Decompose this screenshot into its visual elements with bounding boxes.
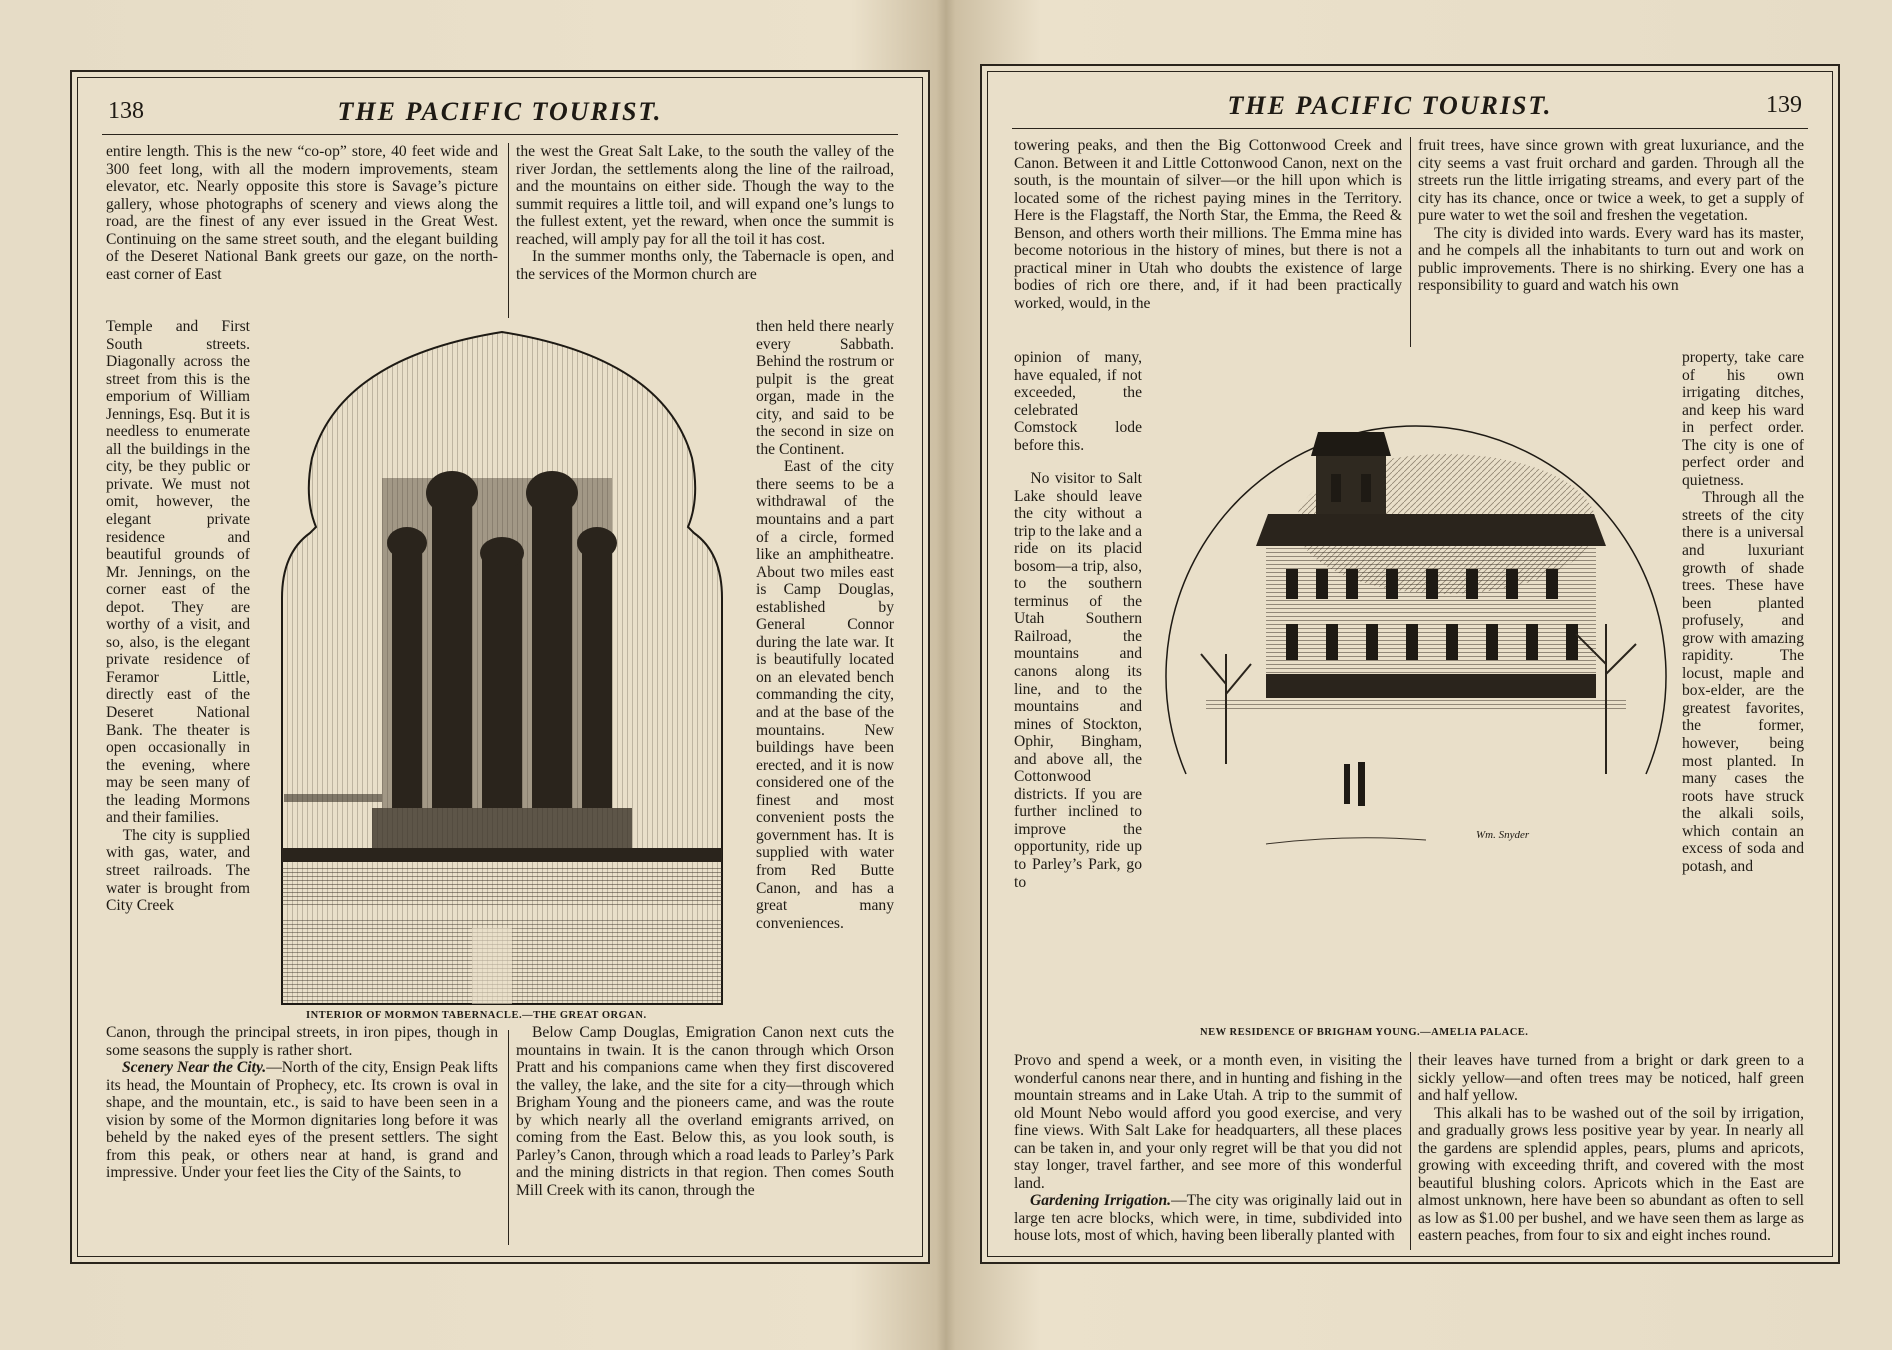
page-number: 139 bbox=[1766, 92, 1802, 118]
engraver-signature: Wm. Snyder bbox=[1476, 829, 1530, 841]
left-col1-narrow: Temple and First South streets. Diagonally across the street from this is the emporium of William Jennings, Esq. But it is needless to enumerate all the buildings in the city, be they public or private. We must not omit, however, the elegant private residence and beautiful grounds of Mr. Jennings, on the corner east of the depot. They are worthy of a visit, and so, also, is the elegant private residence of Feramor Little, directly east of the Deseret National Bank. The theater is open occasionally in the evening, where may be seen many of the leading Mormons and their families. The city is supplied with gas, water, and street railroads. The water is brought from City Creek bbox=[106, 318, 250, 915]
header-rule bbox=[1012, 128, 1808, 129]
column-divider bbox=[1410, 1052, 1411, 1250]
left-col2-narrow: then held there nearly every Sabbath. Behind the rostrum or pulpit is the great organ, made in the city, and said to be the second in size on the Continent. East of the city there seems to be a withdrawal of the mountains and a part of a circle, formed like an amphitheatre. About two miles east is Camp Douglas, established by General Connor during the late war. It is beautifully located on an elevated bench commanding the city, and at the base of the mountains. New buildings have been erected, and it is now considered one of the finest and most convenient posts the government has. It is supplied with water from Red Butte Canon, and has a great many conveniences. bbox=[756, 318, 894, 932]
right-col2-top: fruit trees, have since grown with great luxuriance, and the city seems a vast fruit orchard and garden. Through all the streets run the little irrigating streams, and every part of the city has its chance, once or twice a week, to get a supply of pure water to wet the soil and freshen the vegetation. The city is divided into wards. Every ward has its master, and he compels all the inhabitants to turn out and work on public improvements. There is no shirking. Every one has a responsibility to guard and watch his own bbox=[1418, 137, 1804, 295]
left-col1-bottom: Canon, through the principal streets, in iron pipes, though in some seasons the supply is rather short. Scenery Near the City.—North of the city, Ensign Peak lifts its head, the Mountain of Prophecy, etc. Its crown is oval in shape, and the mountain, etc., is said to have been seen in a vision by some of the Mormon dignitaries long before it was beheld by the naked eyes of the present settlers. The sight from this peak, or others near at hand, is grand and impressive. Under your feet lies the City of the Saints, to bbox=[106, 1024, 499, 1182]
running-head: THE PACIFIC TOURIST. bbox=[337, 97, 663, 126]
right-col1-narrow: opinion of many, have equaled, if not exceeded, the celebrated Comstock lode before this. bbox=[1014, 349, 1142, 454]
column-divider bbox=[1410, 137, 1411, 347]
column-divider bbox=[508, 1030, 509, 1245]
left-page bbox=[70, 70, 930, 1264]
organ-illustration bbox=[262, 328, 742, 1004]
header-rule bbox=[102, 134, 898, 135]
subhead-scenery: Scenery Near the City. bbox=[122, 1059, 267, 1077]
subhead-gardening: Gardening Irrigation. bbox=[1030, 1192, 1172, 1210]
right-col1-top: towering peaks, and then the Big Cottonwood Creek and Canon. Between it and Little Cottonwood Canon, next on the south, is the mountain of silver—or the hill upon which is located some of the richest paying mines in the Territory. Here is the Flagstaff, the North Star, the Emma, the Reed & Benson, and others worth their millions. The Emma mine has become notorious in the history of mines, but there is not a practical miner in Utah who doubts the existence of large bodies of rich ore there, and, if it had been practically worked, would, in the bbox=[1014, 137, 1402, 312]
palace-caption: NEW RESIDENCE OF BRIGHAM YOUNG.—AMELIA PALACE. bbox=[1200, 1027, 1529, 1038]
page-number: 138 bbox=[108, 98, 144, 124]
right-col1-bottom: Provo and spend a week, or a month even, in visiting the wonderful canons near there, and in hunting and fishing in the mountain streams and in Lake Utah. A trip to the summit of old Mount Nebo would afford you good exercise, and very fine views. With Salt Lake for headquarters, all these places can be taken in, and your only regret will be that you did not stay longer, travel farther, and see more of this wonderful land. Gardening Irrigation.—The city was originally laid out in large ten acre blocks, which were, in time, subdivided into house lots, most of which, having been liberally planted with bbox=[1014, 1052, 1402, 1245]
left-col2-top: the west the Great Salt Lake, to the south the valley of the river Jordan, the settlements along the line of the railroad, and the mountains on either side. Though the way to the summit requires a little toil, and will expand one’s lungs to the fullest extent, yet the reward, when once the summit is reached, will amply pay for all the toil it has cost. In the summer months only, the Tabernacle is open, and the services of the Mormon church are bbox=[516, 143, 894, 283]
palace-illustration bbox=[1146, 364, 1686, 1024]
left-col1-top: entire length. This is the new “co-op” store, 40 feet wide and 300 feet long, with all the modern improvements, steam elevator, etc. Nearly opposite this store is Savage’s picture gallery, whose photographs of scenery and views along the road, are the finest of any ever issued in the Great West. Continuing on the same street south, and the elegant building of the Deseret National Bank greets our gaze, on the north-east corner of East bbox=[106, 143, 498, 283]
organ-caption: INTERIOR OF MORMON TABERNACLE.—THE GREAT ORGAN. bbox=[306, 1010, 647, 1021]
figures bbox=[1344, 762, 1365, 806]
right-col2-narrow: property, take care of his own irrigating ditches, and keep his ward in perfect order. The city is one of perfect order and quietness. Through all the streets of the city there is a universal and luxuriant growth of shade trees. These have been planted profusely, and grow with amazing rapidity. The locust, maple and box-elder, are the greatest favorites, the former, however, being most planted. In many cases the roots have struck the alkali soils, which contain an excess of soda and potash, and bbox=[1682, 349, 1805, 875]
column-divider bbox=[508, 143, 509, 318]
right-col1-narrow2: No visitor to Salt Lake should leave the city without a trip to the lake and a ride on its placid bosom—a trip, also, to the southern terminus of the Utah Southern Railroad, the mountains and canons along its line, and to the mountains and mines of Stockton, Ophir, Bingham, and above all, the Cottonwood districts. If you are further inclined to improve the opportunity, ride up to Parley’s Park, go to bbox=[1014, 470, 1142, 891]
running-head: THE PACIFIC TOURIST. bbox=[1227, 91, 1553, 120]
right-col2-bottom: their leaves have turned from a bright or dark green to a sickly yellow—and often trees may be noticed, half green and half yellow. This alkali has to be washed out of the soil by irrigation, and gradually grows less positive year by year. In nearly all the gardens are splendid apples, pears, plums and apricots, growing with exceeding thrift, and covered with the most beautiful blushing colors. Apricots which in the East are almost unknown, here have been so abundant as often to sell as low as $1.00 per bushel, and we have seen them as large as eastern peaches, from four to six and eight inches round. bbox=[1418, 1052, 1804, 1245]
left-col2-bottom: Below Camp Douglas, Emigration Canon next cuts the mountains in twain. It is the canon through which Orson Pratt and his companions came when they first discovered the valley, the lake, and the site for a city—through which Brigham Young and the pioneers came, and was the route by which nearly all the overland emigrants arrived, on coming from the East. Below this, as you look south, is Parley’s Canon, through which a road leads to Parley’s Park and the mining districts in that region. Then comes South Mill Creek with its canon, through the bbox=[516, 1024, 894, 1199]
right-page bbox=[980, 64, 1840, 1264]
